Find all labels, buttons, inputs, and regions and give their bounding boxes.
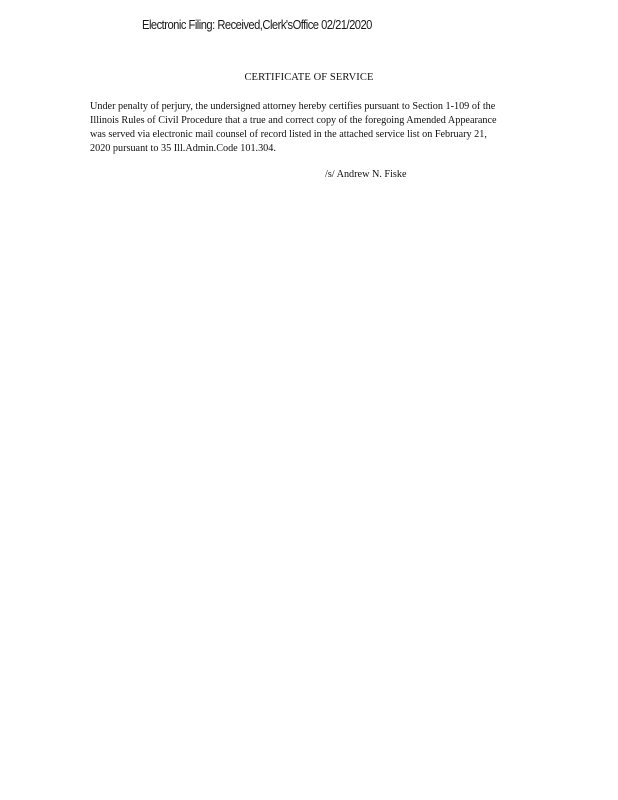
attorney-signature: /s/ Andrew N. Fiske <box>325 169 407 180</box>
body-line: was served via electronic mail counsel of record listed in the attached service list on February 21, <box>90 129 487 140</box>
body-line: Illinois Rules of Civil Procedure that a true and correct copy of the foregoing Amended Appearance <box>90 115 497 126</box>
document-title: CERTIFICATE OF SERVICE <box>244 72 374 83</box>
filing-stamp: Electronic Filing: Received,Clerk'sOffice 02/21/2020 <box>142 17 372 32</box>
body-line: Under penalty of perjury, the undersigned attorney hereby certifies pursuant to Section 1-109 of the <box>90 101 496 112</box>
certificate-body <box>90 100 560 156</box>
body-line: 2020 pursuant to 35 Ill.Admin.Code 101.304. <box>90 143 276 154</box>
